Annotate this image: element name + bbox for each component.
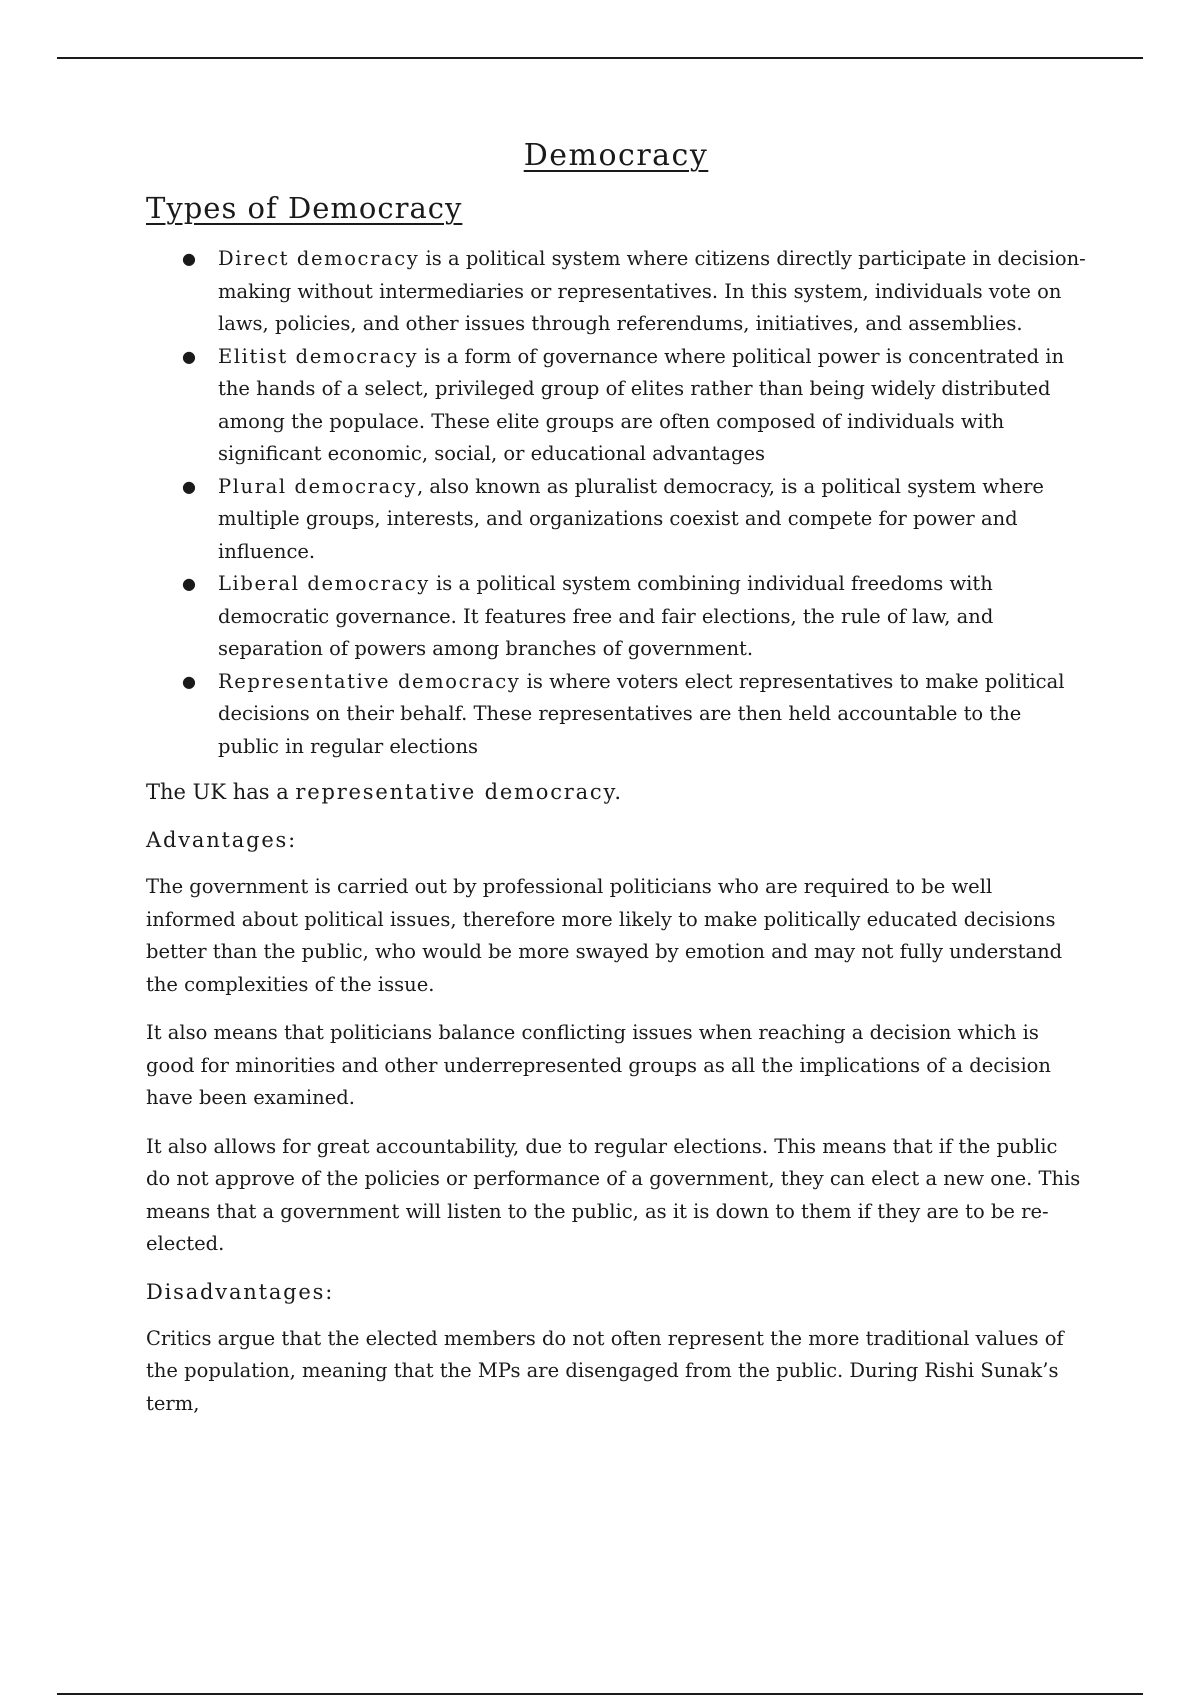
advantages-paragraph: The government is carried out by professional politicians who are required to be well informed about political issues, therefore more likely to make politically educated decisions better than the public, who would be more swayed by emotion and may not fully understand the complexities of the issue. — [146, 875, 1063, 996]
document-page — [146, 138, 1086, 1436]
list-item — [182, 568, 1086, 666]
header-rule — [57, 57, 1143, 59]
bullet-icon: ● — [182, 476, 196, 496]
list-item — [182, 341, 1086, 471]
advantages-heading: Advantages: — [146, 828, 297, 852]
footer-rule — [57, 1693, 1143, 1695]
uk-statement — [146, 777, 1086, 807]
uk-statement-prefix: The UK has a — [146, 780, 296, 804]
disadvantages-paragraph: Critics argue that the elected members do not often represent the more traditional values of the population, meaning that the MPs are disengaged from the public. During Rishi Sunak’s term, — [146, 1326, 1064, 1415]
bullet-icon: ● — [182, 574, 196, 593]
advantages-paragraph: It also allows for great accountability, due to regular elections. This means that if the public do not approve of the policies or performance of a government, they can elect a new one. This means that a government will listen to the public, as it is down to them if they are to be re-elected. — [146, 1134, 1081, 1255]
bullet-icon: ● — [182, 346, 196, 366]
type-term: Direct democracy — [218, 247, 420, 270]
type-description: is a form of governance where political power is concentrated in the hands of a select, privileged group of elites rather than being widely distributed among the populace. These elite groups are often composed of individuals with significant economic, social, or educational advantages — [218, 344, 1065, 465]
document-title: Democracy — [523, 138, 709, 173]
type-description: is where voters elect representatives to make political decisions on their behalf. These representatives are then held accountable to the public in regular elections — [218, 669, 1065, 758]
type-description: is a political system combining individual freedoms with democratic governance. It features free and fair elections, the rule of law, and separation of powers among branches of government. — [218, 572, 994, 660]
advantages-paragraph: It also means that politicians balance conflicting issues when reaching a decision which is good for minorities and other underrepresented groups as all the implications of a decision have been examined. — [146, 1021, 1051, 1109]
list-item — [182, 243, 1086, 341]
type-term: Liberal democracy — [218, 572, 430, 595]
disadvantages-heading: Disadvantages: — [146, 1279, 335, 1304]
bullet-icon: ● — [182, 249, 196, 268]
democracy-types-list — [146, 243, 1086, 763]
bullet-icon: ● — [182, 671, 196, 691]
type-term: Plural democracy — [218, 474, 417, 498]
type-term: Representative democracy — [218, 669, 521, 693]
type-term: Elitist democracy — [218, 344, 419, 368]
type-description: , also known as pluralist democracy, is a political system where multiple groups, interests, and organizations coexist and compete for power and influence. — [218, 474, 1044, 563]
uk-statement-term: representative democracy. — [295, 780, 623, 804]
list-item — [182, 471, 1086, 569]
list-item — [182, 666, 1086, 764]
type-description: is a political system where citizens directly participate in decision-making without intermediaries or representatives. In this system, individuals vote on laws, policies, and other issues through referendums, initiatives, and assemblies. — [218, 247, 1086, 335]
section-heading-types: Types of Democracy — [146, 191, 463, 225]
